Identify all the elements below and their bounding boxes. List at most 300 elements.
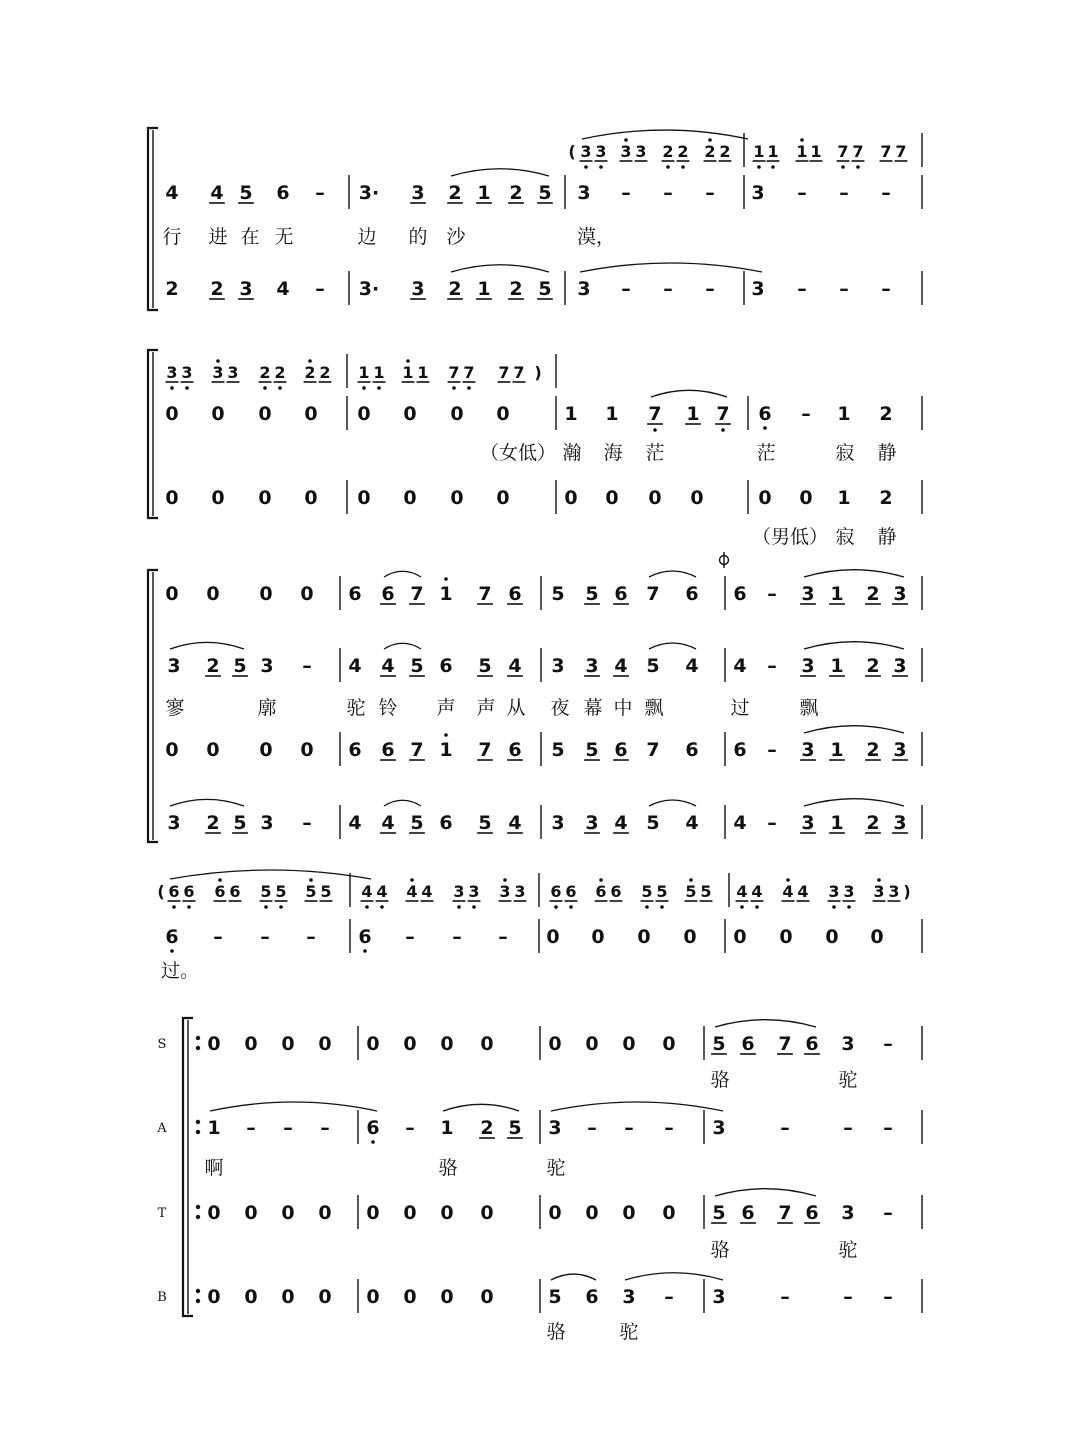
note-numeral: 0 bbox=[366, 1033, 380, 1055]
note-numeral: 4 bbox=[733, 655, 747, 677]
octave-dot-below bbox=[832, 905, 836, 909]
note-numeral: 3 bbox=[181, 363, 193, 382]
slur bbox=[804, 726, 904, 733]
octave-dot-below bbox=[263, 386, 267, 390]
repeat-dot bbox=[196, 1205, 200, 1209]
note-numeral: 0 bbox=[300, 583, 314, 605]
lyric-syllable: 无 bbox=[274, 226, 294, 248]
note-numeral: 1 bbox=[830, 812, 844, 834]
lyric-syllable: 静 bbox=[877, 526, 897, 548]
notation-line bbox=[165, 263, 922, 305]
note-numeral: 0 bbox=[591, 926, 605, 948]
note-numeral: 6 bbox=[685, 583, 699, 605]
lyric-syllable: 夜 bbox=[550, 697, 570, 719]
note-numeral: 5 bbox=[641, 882, 653, 901]
note-numeral: – bbox=[801, 403, 811, 425]
note-numeral: 0 bbox=[366, 1202, 380, 1224]
octave-dot-below bbox=[170, 386, 174, 390]
note-numeral: – bbox=[315, 278, 325, 300]
note-numeral: – bbox=[881, 278, 891, 300]
note-numeral: 5 bbox=[275, 882, 287, 901]
note-numeral: 4 bbox=[348, 812, 362, 834]
note-numeral: 3 bbox=[843, 882, 855, 901]
lyric-line bbox=[710, 1239, 857, 1261]
note-numeral: – bbox=[664, 1286, 674, 1308]
octave-dot-above bbox=[444, 577, 448, 581]
slur bbox=[551, 1102, 723, 1111]
octave-dot-above bbox=[800, 138, 804, 142]
lyric-syllable: 骆 bbox=[710, 1069, 730, 1091]
octave-dot-below bbox=[757, 165, 761, 169]
repeat-dot bbox=[196, 1299, 200, 1303]
note-numeral: 5 bbox=[239, 182, 253, 204]
note-numeral: 5 bbox=[320, 882, 332, 901]
note-numeral: 0 bbox=[564, 487, 578, 509]
octave-dot-above bbox=[406, 359, 410, 363]
note-numeral: 6 bbox=[805, 1033, 819, 1055]
octave-dot-above bbox=[216, 359, 220, 363]
lyric-syllable: 驼 bbox=[546, 1157, 566, 1179]
note-numeral: 1 bbox=[477, 278, 491, 300]
note-numeral: – bbox=[663, 182, 673, 204]
notation-line bbox=[165, 390, 922, 432]
note-numeral: 4 bbox=[361, 882, 373, 901]
notation-line bbox=[568, 130, 922, 169]
note-numeral: 0 bbox=[758, 487, 772, 509]
notation-line bbox=[167, 642, 922, 682]
lyric-syllable: 行 bbox=[162, 226, 182, 248]
note-numeral: 2 bbox=[448, 278, 462, 300]
system-2 bbox=[148, 350, 922, 548]
note-numeral: 4 bbox=[381, 655, 395, 677]
slur bbox=[170, 870, 371, 879]
note-numeral: 5 bbox=[508, 1117, 522, 1139]
note-numeral: 2 bbox=[319, 363, 331, 382]
note-numeral: 2 bbox=[677, 142, 689, 161]
note-numeral: ( bbox=[568, 142, 576, 161]
note-numeral: 7 bbox=[778, 1033, 792, 1055]
note-numeral: 1 bbox=[830, 583, 844, 605]
slur bbox=[649, 800, 696, 806]
note-numeral: 2 bbox=[509, 278, 523, 300]
octave-dot-below bbox=[377, 386, 381, 390]
note-numeral: 3 bbox=[239, 278, 253, 300]
slur bbox=[451, 265, 549, 272]
octave-dot-below bbox=[755, 905, 759, 909]
note-numeral: 2 bbox=[704, 142, 716, 161]
octave-dot-below bbox=[740, 905, 744, 909]
note-numeral: 4 bbox=[381, 812, 395, 834]
note-numeral: 0 bbox=[165, 583, 179, 605]
octave-dot-below bbox=[847, 905, 851, 909]
octave-dot-above bbox=[218, 878, 222, 882]
note-numeral: 0 bbox=[206, 739, 220, 761]
part-label: S bbox=[157, 1037, 167, 1052]
note-numeral: 5 bbox=[646, 655, 660, 677]
note-numeral: – bbox=[797, 278, 807, 300]
note-numeral: – bbox=[839, 278, 849, 300]
lyric-syllable: （女低） bbox=[479, 442, 557, 464]
note-numeral: – bbox=[405, 1117, 415, 1139]
note-numeral: 4 bbox=[751, 882, 763, 901]
note-numeral: 0 bbox=[281, 1033, 295, 1055]
note-numeral: 5 bbox=[685, 882, 697, 901]
note-numeral: 6 bbox=[614, 583, 628, 605]
octave-dot-below bbox=[599, 165, 603, 169]
note-numeral: 5 bbox=[656, 882, 668, 901]
note-numeral: 7 bbox=[646, 583, 660, 605]
part-label: T bbox=[157, 1206, 167, 1221]
note-numeral: 6 bbox=[733, 739, 747, 761]
note-numeral: 6 bbox=[585, 1286, 599, 1308]
note-numeral: 3 bbox=[260, 655, 274, 677]
note-numeral: 0 bbox=[605, 487, 619, 509]
note-numeral: 6 bbox=[348, 739, 362, 761]
slur bbox=[804, 642, 904, 649]
note-numeral: – bbox=[780, 1286, 790, 1308]
notation-line bbox=[165, 570, 922, 610]
system-1 bbox=[148, 128, 922, 310]
note-numeral: 6 bbox=[183, 882, 195, 901]
lyric-syllable: 瀚 bbox=[562, 442, 582, 464]
note-numeral: 7 bbox=[448, 363, 460, 382]
note-numeral: 6 bbox=[381, 583, 395, 605]
note-numeral: 5 bbox=[585, 739, 599, 761]
note-numeral: 0 bbox=[318, 1286, 332, 1308]
lyric-syllable: 驼 bbox=[346, 697, 366, 719]
note-numeral: 0 bbox=[318, 1202, 332, 1224]
note-numeral: 1 bbox=[830, 655, 844, 677]
lyric-syllable: 寂 bbox=[835, 526, 855, 548]
repeat-dot bbox=[196, 1289, 200, 1293]
note-numeral: 0 bbox=[480, 1202, 494, 1224]
note-numeral: 2 bbox=[304, 363, 316, 382]
notation-line bbox=[156, 1102, 922, 1144]
note-numeral: 5 bbox=[233, 655, 247, 677]
repeat-dot bbox=[196, 1036, 200, 1040]
note-numeral: 1 bbox=[358, 363, 370, 382]
note-numeral: – bbox=[883, 1202, 893, 1224]
lyric-syllable: 茫 bbox=[645, 442, 665, 464]
note-numeral: 5 bbox=[410, 812, 424, 834]
slur bbox=[451, 169, 549, 176]
note-numeral: 3 bbox=[548, 1117, 562, 1139]
octave-dot-below bbox=[653, 428, 657, 432]
note-numeral: 0 bbox=[366, 1286, 380, 1308]
note-numeral: 0 bbox=[825, 926, 839, 948]
note-numeral: 1 bbox=[767, 142, 779, 161]
note-numeral: 3 bbox=[514, 882, 526, 901]
slur bbox=[210, 1102, 377, 1111]
note-numeral: 6 bbox=[276, 182, 290, 204]
note-numeral: 0 bbox=[733, 926, 747, 948]
slur bbox=[384, 571, 421, 577]
note-numeral: 3 bbox=[801, 655, 815, 677]
note-numeral: 0 bbox=[244, 1202, 258, 1224]
note-numeral: 1 bbox=[830, 739, 844, 761]
note-numeral: 4 bbox=[685, 812, 699, 834]
note-numeral: 3 bbox=[551, 812, 565, 834]
note-numeral: – bbox=[883, 1286, 893, 1308]
note-numeral: 2 bbox=[210, 278, 224, 300]
note-numeral: 7 bbox=[478, 739, 492, 761]
lyric-syllable: 进 bbox=[208, 226, 228, 248]
note-numeral: 7 bbox=[895, 142, 907, 161]
note-numeral: 7 bbox=[716, 403, 730, 425]
note-numeral: 3 bbox=[801, 812, 815, 834]
note-numeral: 5 bbox=[538, 182, 552, 204]
note-numeral: 6 bbox=[758, 403, 772, 425]
slur bbox=[443, 1104, 519, 1111]
note-numeral: 3 bbox=[893, 739, 907, 761]
octave-dot-below bbox=[645, 905, 649, 909]
note-numeral: 4 bbox=[782, 882, 794, 901]
octave-dot-below bbox=[452, 386, 456, 390]
note-numeral: 6 bbox=[165, 926, 179, 948]
lyric-syllable: 骆 bbox=[710, 1239, 730, 1261]
note-numeral: 4 bbox=[376, 882, 388, 901]
note-numeral: 6 bbox=[595, 882, 607, 901]
note-numeral: – bbox=[705, 182, 715, 204]
note-numeral: – bbox=[663, 278, 673, 300]
lyric-syllable: 从 bbox=[506, 697, 526, 719]
note-numeral: 0 bbox=[165, 487, 179, 509]
note-numeral: 1 bbox=[402, 363, 414, 382]
note-numeral: 0 bbox=[496, 487, 510, 509]
note-numeral: 5 bbox=[585, 583, 599, 605]
note-numeral: – bbox=[767, 583, 777, 605]
part-label: A bbox=[157, 1121, 167, 1136]
note-numeral: 0 bbox=[690, 487, 704, 509]
note-numeral: 5 bbox=[260, 882, 272, 901]
note-numeral: 6 bbox=[733, 583, 747, 605]
note-numeral: 6 bbox=[439, 812, 453, 834]
note-numeral: 2 bbox=[866, 739, 880, 761]
note-numeral: 0 bbox=[207, 1033, 221, 1055]
lyric-line bbox=[710, 1069, 857, 1091]
note-numeral: 7 bbox=[778, 1202, 792, 1224]
note-numeral: 6 bbox=[508, 739, 522, 761]
note-numeral: 6 bbox=[610, 882, 622, 901]
note-numeral: 0 bbox=[206, 583, 220, 605]
note-numeral: 7 bbox=[410, 739, 424, 761]
note-numeral: 4 bbox=[614, 655, 628, 677]
note-numeral: 1 bbox=[439, 739, 453, 761]
note-numeral: 0 bbox=[662, 1202, 676, 1224]
lyric-syllable: 静 bbox=[877, 442, 897, 464]
note-numeral: 0 bbox=[403, 403, 417, 425]
note-numeral: 0 bbox=[304, 487, 318, 509]
note-numeral: – bbox=[843, 1286, 853, 1308]
note-numeral: 5 bbox=[700, 882, 712, 901]
note-numeral: 7 bbox=[463, 363, 475, 382]
note-numeral: 4 bbox=[348, 655, 362, 677]
note-numeral: 0 bbox=[548, 1202, 562, 1224]
lyric-syllable: 寥 bbox=[165, 697, 185, 719]
note-numeral: 4 bbox=[210, 182, 224, 204]
octave-dot-below bbox=[457, 905, 461, 909]
note-numeral: 5 bbox=[478, 812, 492, 834]
note-numeral: 3 bbox=[751, 278, 765, 300]
repeat-dot bbox=[196, 1046, 200, 1050]
note-numeral: 5 bbox=[551, 739, 565, 761]
note-numeral: 0 bbox=[357, 487, 371, 509]
slur bbox=[170, 642, 244, 649]
octave-dot-above bbox=[877, 878, 881, 882]
note-numeral: 6 bbox=[741, 1033, 755, 1055]
lyric-syllable: 骆 bbox=[438, 1157, 458, 1179]
note-numeral: – bbox=[405, 926, 415, 948]
note-numeral: 6 bbox=[439, 655, 453, 677]
note-numeral: 3 bbox=[260, 812, 274, 834]
notation-line bbox=[165, 726, 922, 766]
note-numeral: – bbox=[621, 182, 631, 204]
note-numeral: 3 bbox=[801, 583, 815, 605]
note-numeral: ) bbox=[903, 882, 911, 901]
lyric-line bbox=[165, 697, 818, 719]
note-numeral: 3 bbox=[585, 812, 599, 834]
note-numeral: 1 bbox=[796, 142, 808, 161]
note-numeral: – bbox=[260, 926, 270, 948]
note-numeral: 1 bbox=[837, 403, 851, 425]
note-numeral: 5 bbox=[551, 583, 565, 605]
lyric-line bbox=[480, 442, 897, 464]
lyric-syllable: 啊 bbox=[204, 1157, 224, 1179]
slur bbox=[715, 1189, 816, 1196]
note-numeral: 2 bbox=[879, 487, 893, 509]
note-numeral: 3 bbox=[873, 882, 885, 901]
note-numeral: 3 bbox=[577, 278, 591, 300]
slur bbox=[384, 800, 421, 806]
note-numeral: 3 bbox=[167, 655, 181, 677]
slur bbox=[582, 130, 748, 139]
note-numeral: 0 bbox=[648, 487, 662, 509]
system-3 bbox=[148, 570, 922, 842]
repeat-dot bbox=[196, 1215, 200, 1219]
note-numeral: 2 bbox=[866, 812, 880, 834]
note-numeral: 6 bbox=[565, 882, 577, 901]
note-numeral: 0 bbox=[779, 926, 793, 948]
octave-dot-below bbox=[472, 905, 476, 909]
note-numeral: 2 bbox=[448, 182, 462, 204]
note-numeral: 3 bbox=[888, 882, 900, 901]
note-numeral: – bbox=[883, 1033, 893, 1055]
note-numeral: 3 bbox=[620, 142, 632, 161]
note-numeral: 3 bbox=[453, 882, 465, 901]
note-numeral: 0 bbox=[281, 1286, 295, 1308]
lyric-syllable: 驼 bbox=[838, 1069, 858, 1091]
note-numeral: 0 bbox=[207, 1286, 221, 1308]
note-numeral: 0 bbox=[480, 1286, 494, 1308]
note-numeral: 0 bbox=[440, 1033, 454, 1055]
note-numeral: 2 bbox=[206, 812, 220, 834]
note-numeral: 0 bbox=[281, 1202, 295, 1224]
note-numeral: – bbox=[621, 278, 631, 300]
note-numeral: – bbox=[767, 812, 777, 834]
octave-dot-above bbox=[708, 138, 712, 142]
note-numeral: 0 bbox=[318, 1033, 332, 1055]
lyric-syllable: 声 bbox=[436, 697, 456, 719]
slur bbox=[170, 799, 244, 806]
note-numeral: 0 bbox=[211, 403, 225, 425]
note-numeral: 5 bbox=[646, 812, 660, 834]
lyric-line bbox=[752, 526, 897, 548]
note-numeral: 3 bbox=[551, 655, 565, 677]
octave-dot-below bbox=[569, 905, 573, 909]
slur bbox=[384, 643, 421, 649]
note-numeral: 0 bbox=[440, 1202, 454, 1224]
note-numeral: 3 bbox=[635, 142, 647, 161]
note-numeral: 5 bbox=[538, 278, 552, 300]
note-numeral: – bbox=[306, 926, 316, 948]
notation-line bbox=[167, 799, 922, 839]
note-numeral: 0 bbox=[548, 1033, 562, 1055]
note-numeral: 1 bbox=[753, 142, 765, 161]
octave-dot-below bbox=[681, 165, 685, 169]
note-numeral: – bbox=[213, 926, 223, 948]
note-numeral: 0 bbox=[304, 403, 318, 425]
note-numeral: 7 bbox=[648, 403, 662, 425]
octave-dot-above bbox=[689, 878, 693, 882]
note-numeral: 3 bbox=[893, 655, 907, 677]
slur bbox=[804, 570, 904, 577]
note-numeral: 5 bbox=[233, 812, 247, 834]
note-numeral: 7 bbox=[478, 583, 492, 605]
octave-dot-above bbox=[444, 733, 448, 737]
note-numeral: 6 bbox=[168, 882, 180, 901]
octave-dot-below bbox=[371, 1140, 375, 1144]
note-numeral: 0 bbox=[207, 1202, 221, 1224]
note-numeral: 6 bbox=[214, 882, 226, 901]
note-numeral: ( bbox=[157, 882, 165, 901]
note-numeral: 3· bbox=[358, 278, 380, 300]
note-numeral: 6 bbox=[508, 583, 522, 605]
notation-line bbox=[157, 870, 910, 909]
lyric-syllable: 在 bbox=[240, 226, 260, 248]
notation-line bbox=[165, 480, 922, 514]
octave-dot-below bbox=[264, 905, 268, 909]
note-numeral: ) bbox=[534, 363, 542, 382]
slur bbox=[551, 1274, 596, 1280]
note-numeral: 2 bbox=[509, 182, 523, 204]
note-numeral: – bbox=[452, 926, 462, 948]
octave-dot-above bbox=[599, 878, 603, 882]
note-numeral: 4 bbox=[736, 882, 748, 901]
octave-dot-below bbox=[380, 905, 384, 909]
octave-dot-below bbox=[172, 905, 176, 909]
note-numeral: 3 bbox=[167, 812, 181, 834]
octave-dot-above bbox=[308, 359, 312, 363]
lyric-syllable: 海 bbox=[603, 442, 623, 464]
note-numeral: – bbox=[302, 655, 312, 677]
note-numeral: 2 bbox=[879, 403, 893, 425]
octave-dot-below bbox=[363, 949, 367, 953]
octave-dot-above bbox=[503, 878, 507, 882]
note-numeral: 4 bbox=[276, 278, 290, 300]
note-numeral: 6 bbox=[229, 882, 241, 901]
note-numeral: – bbox=[767, 739, 777, 761]
octave-dot-above bbox=[786, 878, 790, 882]
note-numeral: 0 bbox=[637, 926, 651, 948]
octave-dot-below bbox=[660, 905, 664, 909]
note-numeral: 4 bbox=[406, 882, 418, 901]
note-numeral: 2 bbox=[866, 583, 880, 605]
note-numeral: 0 bbox=[585, 1202, 599, 1224]
lyric-syllable: 飘 bbox=[799, 697, 819, 719]
note-numeral: 5 bbox=[712, 1033, 726, 1055]
note-numeral: 0 bbox=[450, 403, 464, 425]
octave-dot-below bbox=[279, 905, 283, 909]
